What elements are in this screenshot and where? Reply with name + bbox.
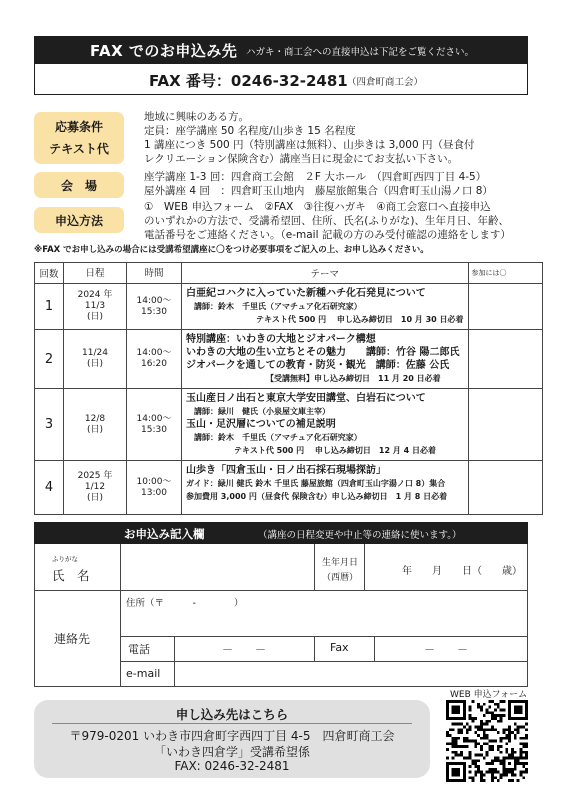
row-time-end: 13:00 [141,487,167,498]
conditions-text [144,110,475,166]
row-weekday: (日) [86,359,104,369]
fax-header-bar [34,36,528,64]
row-num: 1 [35,284,64,330]
form-title-note: （講座の日程変更や中止等の連絡に使います。） [258,530,462,541]
row-time-end: 15:30 [141,424,167,435]
theme-line: テキスト代 500 円 申し込み締切日 12 月 4 日必着 [234,446,436,455]
method-label-box [34,207,124,233]
row-time-end: 15:30 [141,306,167,317]
table-row [35,284,543,330]
row-num: 4 [35,461,64,515]
name-field[interactable] [121,545,313,589]
row-theme-cell [182,330,469,389]
row-time-start: 14:00～ [136,348,172,358]
row-date: 11/3 [84,301,106,311]
theme-line: ジオパークを通しての教育・防災・観光 講師：佐藤 公氏 [186,360,450,371]
row-num: 3 [35,389,64,461]
form-col-divider [314,636,315,661]
row-time-end: 16:20 [141,359,167,369]
table-body [35,284,543,515]
form-border-left [34,544,35,687]
form-col-divider [364,544,365,590]
row-time-start: 10:00～ [136,476,172,487]
join-checkbox-cell[interactable] [468,389,542,461]
row-date: 12/8 [84,413,106,424]
table-row [35,461,543,515]
header-num: 回数 [35,263,64,284]
header-date: 日程 [64,263,127,284]
row-date-cell [64,284,127,330]
venue-line: 屋外講座 4 回 ：四倉町玉山地内 藤屋旅館集合（四倉町玉山湯ノ口 8） [144,185,493,197]
email-field[interactable] [175,662,527,686]
method-line: のいずれかの方法で、受講希望回、住所、氏名(ふりがな)、生年月日、年齢、 [144,215,509,227]
row-weekday: (日) [86,312,104,322]
qr-code-icon[interactable] [446,700,528,782]
venue-label-box [34,172,124,198]
conditions-label-box [34,112,124,164]
theme-line: 玉山・足沢層についての補足説明 [186,419,336,430]
row-theme-cell [182,389,469,461]
method-line: 電話番号をご連絡ください。（e-mail 記載の方のみ受付確認の連絡をします） [144,229,511,241]
contact-label: 連絡先 [54,632,91,646]
form-border-right [527,544,528,687]
row-num: 2 [35,330,64,389]
fax-number: FAX 番号：0246-32-2481 [149,72,348,90]
form-row-divider [34,590,528,591]
row-date-cell [64,461,127,515]
contact-fax: FAX: 0246-32-2481 [174,759,290,773]
method-text [144,200,511,242]
row-date-cell [64,389,127,461]
form-row-divider [120,636,528,637]
row-time-start: 14:00～ [136,413,172,424]
theme-line: いわきの大地の生い立ちとその魅力 講師：竹谷 陽二郎氏 [186,347,460,358]
row-date: 1/12 [84,482,106,492]
header-theme: テーマ [182,263,469,284]
theme-line: テキスト代 500 円 申し込み締切日 10 月 30 日必着 [256,315,464,324]
row-weekday: (日) [86,424,104,435]
phone-label: 電話 [128,643,150,656]
application-form [34,544,528,687]
row-date: 11/24 [82,348,108,358]
fax-title: FAX でのお申込み先 [90,42,238,60]
join-checkbox-cell[interactable] [468,284,542,330]
fax-note: ※FAX でお申し込みの場合には受講希望講座に〇をつけ必要事項をご記入の上、お申し込みください。 [34,245,429,255]
contact-address: 〒979-0201 いわき市四倉町字西四丁目 4-5 四倉町商工会 [69,729,395,743]
venue-line: 座学講座 1-3 回：四倉商工会館 ２F 大ホール （四倉町西四丁目 4-5） [144,171,487,183]
theme-line: 白亜紀コハクに入っていた新種ハチ化石発見について [186,288,426,299]
table-row [35,389,543,461]
contact-title: 申し込み先はこちら [175,707,289,722]
fax-subtitle: ハガキ・商工会への直接申込は下記をご覧ください。 [246,47,475,58]
contact-divider [52,723,412,724]
fax-number-box [34,64,528,95]
conditions-label: 応募条件 [54,120,103,134]
theme-line: 山歩き「四倉玉山・日ノ出石採石現場探訪」 [186,465,386,476]
row-time-cell [127,461,182,515]
method-line: ① WEB 申込フォーム ②FAX ③往復ハガキ ④商工会窓口へ直接申込 [144,201,491,213]
join-checkbox-cell[interactable] [468,461,542,515]
birth-label-note: （西暦） [322,573,359,583]
furigana-label: ふりがな [52,555,78,563]
row-time-cell [127,284,182,330]
qr-label: WEB 申込フォーム [450,690,528,700]
textbook-label: テキスト代 [49,142,109,156]
form-title: お申込み記入欄 [124,527,205,541]
theme-line: 玉山産日ノ出石と東京大学安田講堂、白岩石について [186,393,426,404]
conditions-line: 地域に興味のある方。 [144,111,249,123]
contact-recipient: 「いわき四倉学」受講希望係 [153,745,310,759]
course-table [34,262,543,515]
row-year: 2025 年 [77,471,113,481]
conditions-line: 1 講座につき 500 円（特別講座は無料）、山歩きは 3,000 円（昼食付 [144,139,475,151]
phone-field[interactable]: － － [222,643,266,656]
row-year: 2024 年 [77,290,113,300]
row-time-cell [127,389,182,461]
form-col-divider [374,636,375,661]
form-col-divider [314,544,315,590]
theme-line: 講師：鈴木 千里氏（アマチュア化石研究家） [194,433,362,442]
table-header-row [35,263,543,284]
header-time: 時間 [127,263,182,284]
row-theme-cell [182,284,469,330]
theme-line: 参加費用 3,000 円（昼食代 保険含む）申し込み締切日 1 月 8 日必着 [186,492,448,501]
row-weekday: (日) [86,493,104,503]
row-time-start: 14:00～ [136,295,172,306]
conditions-line: 定員：座学講座 50 名程度/山歩き 15 名程度 [144,125,356,137]
theme-line: ガイド：緑川 健氏 鈴木 千里氏 藤屋旅館（四倉町玉山字湯ノ口 8）集合 [186,479,446,488]
join-checkbox-cell[interactable] [468,330,542,389]
venue-label: 会 場 [60,178,97,193]
fax-field[interactable]: － － [424,643,468,656]
email-label: e-mail [126,667,161,680]
theme-line: 講師：鈴木 千里氏（アマチュア化石研究家） [194,302,362,311]
row-theme-cell [182,461,469,515]
theme-line: 講師：緑川 健氏（小泉屋文庫主宰） [194,407,330,416]
conditions-line: レクリエーション保険含む）講座当日に現金にてお支払い下さい。 [144,153,459,165]
table-row [35,330,543,389]
fax-label: Fax [330,641,349,654]
fax-number-note: （四倉町商工会） [347,77,424,88]
birth-label: 生年月日 [322,558,359,568]
address-field[interactable]: 住所（〒 - ） [126,598,244,609]
theme-line: 【受講無料】申し込み締切日 11 月 20 日必着 [266,374,441,383]
row-time-cell [127,330,182,389]
form-header-bar [34,522,528,544]
birth-field[interactable]: 年 月 日（ 歳） [402,566,522,577]
contact-box [34,700,430,778]
header-join: 参加には〇 [468,263,542,284]
name-label: 氏 名 [52,568,90,583]
form-col-divider [174,636,175,661]
theme-line: 特別講座：いわきの大地とジオパーク構想 [186,334,376,345]
method-label: 申込方法 [54,213,103,228]
row-date-cell [64,330,127,389]
venue-text [144,170,493,198]
